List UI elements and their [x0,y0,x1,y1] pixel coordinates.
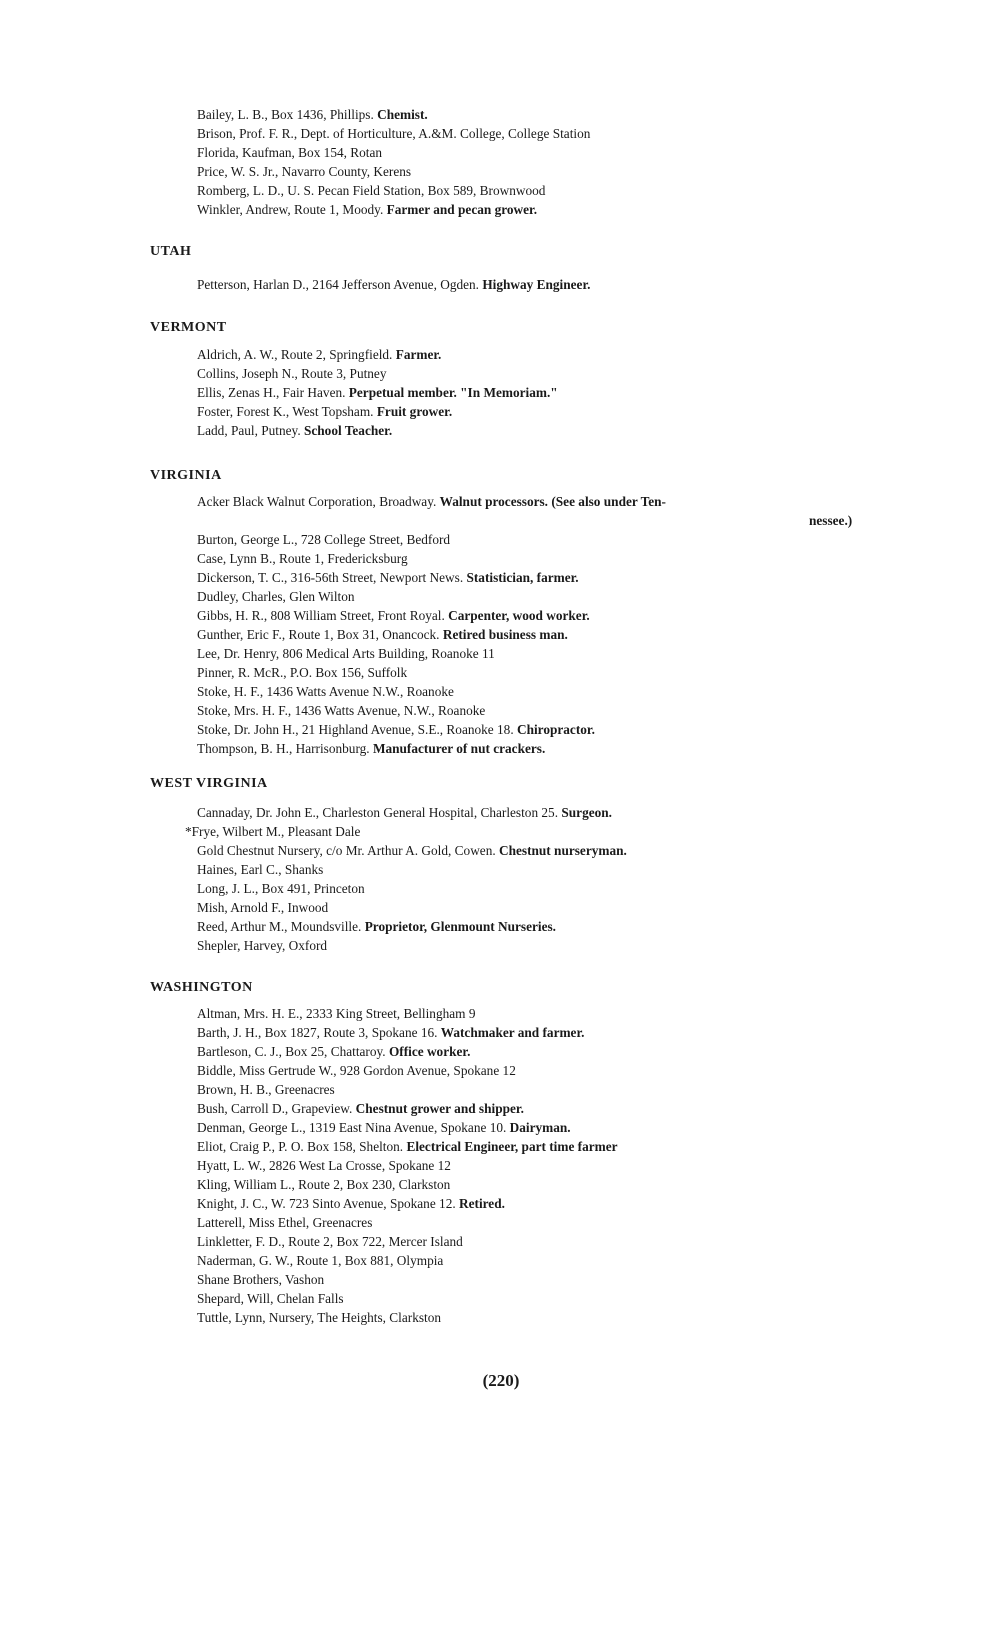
list-item [197,383,558,402]
member-name: Romberg, L. D., U. S. Pecan Field Station, Box 589, Brownwood [197,183,546,198]
member-occupation: Chestnut grower and shipper. [355,1101,524,1116]
list-item [197,701,666,720]
member-name: Latterell, Miss Ethel, Greenacres [197,1215,373,1230]
list-item [197,364,558,383]
list-item [197,1042,618,1061]
member-occupation: Surgeon. [561,805,612,820]
member-name: Price, W. S. Jr., Navarro County, Kerens [197,164,412,179]
member-name: Gibbs, H. R., 808 William Street, Front Royal. [197,608,445,623]
member-name: Burton, George L., 728 College Street, Bedford [197,532,451,547]
state-heading-washington: WASHINGTON [150,980,253,995]
list-item [197,682,666,701]
list-item [185,822,627,841]
member-name: Aldrich, A. W., Route 2, Springfield. [197,347,393,362]
list-item [197,549,666,568]
list-item [197,1080,618,1099]
list-item [197,1023,618,1042]
member-name: Biddle, Miss Gertrude W., 928 Gordon Avenue, Spokane 12 [197,1063,516,1078]
list-item [197,606,666,625]
list-item [197,530,666,549]
member-name: Dickerson, T. C., 316-56th Street, Newport News. [197,570,464,585]
list-item [197,1156,618,1175]
list-item [197,124,590,143]
member-name: Haines, Earl C., Shanks [197,862,324,877]
member-occupation: Proprietor, Glenmount Nurseries. [364,919,556,934]
member-name: Linkletter, F. D., Route 2, Box 722, Mercer Island [197,1234,463,1249]
member-name: Gold Chestnut Nursery, c/o Mr. Arthur A. Gold, Cowen. [197,843,496,858]
state-heading-vermont: VERMONT [150,320,227,335]
list-item [197,200,590,219]
list-item [197,860,627,879]
list-item [197,644,666,663]
list-item [197,275,590,294]
member-name: *Frye, Wilbert M., Pleasant Dale [185,824,361,839]
list-item [197,803,627,822]
list-item [197,1099,618,1118]
member-occupation: Retired. [459,1196,505,1211]
list-item [197,1232,618,1251]
list-item-continuation [197,511,853,530]
member-name: Case, Lynn B., Route 1, Fredericksburg [197,551,408,566]
member-occupation: Farmer and pecan grower. [386,202,538,217]
member-name: Dudley, Charles, Glen Wilton [197,589,355,604]
member-name: Ladd, Paul, Putney. [197,423,301,438]
member-occupation: Carpenter, wood worker. [448,608,590,623]
state-heading-utah: UTAH [150,244,192,259]
member-name: Naderman, G. W., Route 1, Box 881, Olympia [197,1253,444,1268]
list-item [197,663,666,682]
list-item [197,841,627,860]
list-item [197,402,558,421]
member-name: Denman, George L., 1319 East Nina Avenue, Spokane 10. [197,1120,507,1135]
list-item [197,1137,618,1156]
west-virginia-entries [185,803,627,955]
member-name: Florida, Kaufman, Box 154, Rotan [197,145,383,160]
vermont-entries [197,345,558,440]
member-occupation: Office worker. [388,1044,471,1059]
member-name: Pinner, R. McR., P.O. Box 156, Suffolk [197,665,408,680]
member-name: Brown, H. B., Greenacres [197,1082,335,1097]
member-name: Bartleson, C. J., Box 25, Chattaroy. [197,1044,386,1059]
member-name: Ellis, Zenas H., Fair Haven. [197,385,346,400]
virginia-entries [197,492,853,758]
member-name: Collins, Joseph N., Route 3, Putney [197,366,387,381]
member-name: Stoke, Dr. John H., 21 Highland Avenue, S.E., Roanoke 18. [197,722,514,737]
member-name: Lee, Dr. Henry, 806 Medical Arts Building, Roanoke 11 [197,646,495,661]
list-item [197,1270,618,1289]
texas-entries [197,105,590,219]
list-item [197,1308,618,1327]
list-item [197,898,627,917]
member-name: Petterson, Harlan D., 2164 Jefferson Avenue, Ogden. [197,277,479,292]
member-name: Shane Brothers, Vashon [197,1272,325,1287]
member-name: Shepler, Harvey, Oxford [197,938,328,953]
member-name: Kling, William L., Route 2, Box 230, Clarkston [197,1177,451,1192]
member-note: (See also under Ten- [551,494,666,509]
list-item [197,720,666,739]
member-occupation: Fruit grower. [376,404,453,419]
list-item [197,568,666,587]
list-item [197,181,590,200]
list-item [197,1175,618,1194]
state-heading-virginia: VIRGINIA [150,468,222,483]
member-name: Cannaday, Dr. John E., Charleston General Hospital, Charleston 25. [197,805,559,820]
list-item [197,739,666,758]
member-occupation: Watchmaker and farmer. [440,1025,585,1040]
member-name: Gunther, Eric F., Route 1, Box 31, Onancock. [197,627,440,642]
member-note-continuation: nessee.) [809,513,853,528]
list-item [197,879,627,898]
list-item [197,1289,618,1308]
member-name: Tuttle, Lynn, Nursery, The Heights, Clarkston [197,1310,442,1325]
member-occupation: Retired business man. [442,627,568,642]
list-item [197,1213,618,1232]
member-occupation: School Teacher. [303,423,393,438]
member-name: Winkler, Andrew, Route 1, Moody. [197,202,384,217]
member-occupation: Perpetual member. "In Memoriam." [348,385,558,400]
list-item [197,1194,618,1213]
member-occupation: Statistician, farmer. [466,570,579,585]
member-occupation: Manufacturer of nut crackers. [372,741,546,756]
member-name: Stoke, H. F., 1436 Watts Avenue N.W., Roanoke [197,684,454,699]
member-occupation: Chiropractor. [516,722,595,737]
member-occupation: Dairyman. [509,1120,571,1135]
washington-entries [197,1004,618,1327]
member-occupation: Chemist. [377,107,428,122]
member-name: Long, J. L., Box 491, Princeton [197,881,365,896]
member-name: Mish, Arnold F., Inwood [197,900,329,915]
member-name: Stoke, Mrs. H. F., 1436 Watts Avenue, N.W., Roanoke [197,703,486,718]
member-name: Barth, J. H., Box 1827, Route 3, Spokane 16. [197,1025,438,1040]
member-name: Shepard, Will, Chelan Falls [197,1291,344,1306]
member-name: Knight, J. C., W. 723 Sinto Avenue, Spokane 12. [197,1196,456,1211]
list-item [197,143,590,162]
member-occupation: Highway Engineer. [482,277,591,292]
member-name: Brison, Prof. F. R., Dept. of Horticulture, A.&M. College, College Station [197,126,591,141]
page-number: (220) [482,1371,520,1390]
member-name: Thompson, B. H., Harrisonburg. [197,741,370,756]
member-occupation: Electrical Engineer, part time farmer [406,1139,618,1154]
list-item [197,1118,618,1137]
list-item [197,105,590,124]
list-item [197,917,627,936]
list-item [197,492,666,511]
member-name: Eliot, Craig P., P. O. Box 158, Shelton. [197,1139,404,1154]
list-item [197,421,558,440]
list-item [197,587,666,606]
list-item [197,345,558,364]
list-item [197,625,666,644]
member-name: Bailey, L. B., Box 1436, Phillips. [197,107,374,122]
member-name: Bush, Carroll D., Grapeview. [197,1101,353,1116]
list-item [197,1061,618,1080]
member-name: Acker Black Walnut Corporation, Broadway. [197,494,437,509]
member-occupation: Walnut processors. [439,494,549,509]
list-item [197,1251,618,1270]
list-item [197,1004,618,1023]
member-name: Reed, Arthur M., Moundsville. [197,919,362,934]
list-item [197,162,590,181]
member-name: Altman, Mrs. H. E., 2333 King Street, Bellingham 9 [197,1006,476,1021]
member-occupation: Farmer. [395,347,442,362]
state-heading-west-virginia: WEST VIRGINIA [150,776,268,791]
list-item [197,936,627,955]
member-name: Hyatt, L. W., 2826 West La Crosse, Spokane 12 [197,1158,451,1173]
member-name: Foster, Forest K., West Topsham. [197,404,374,419]
utah-entries [197,275,590,294]
member-occupation: Chestnut nurseryman. [499,843,627,858]
